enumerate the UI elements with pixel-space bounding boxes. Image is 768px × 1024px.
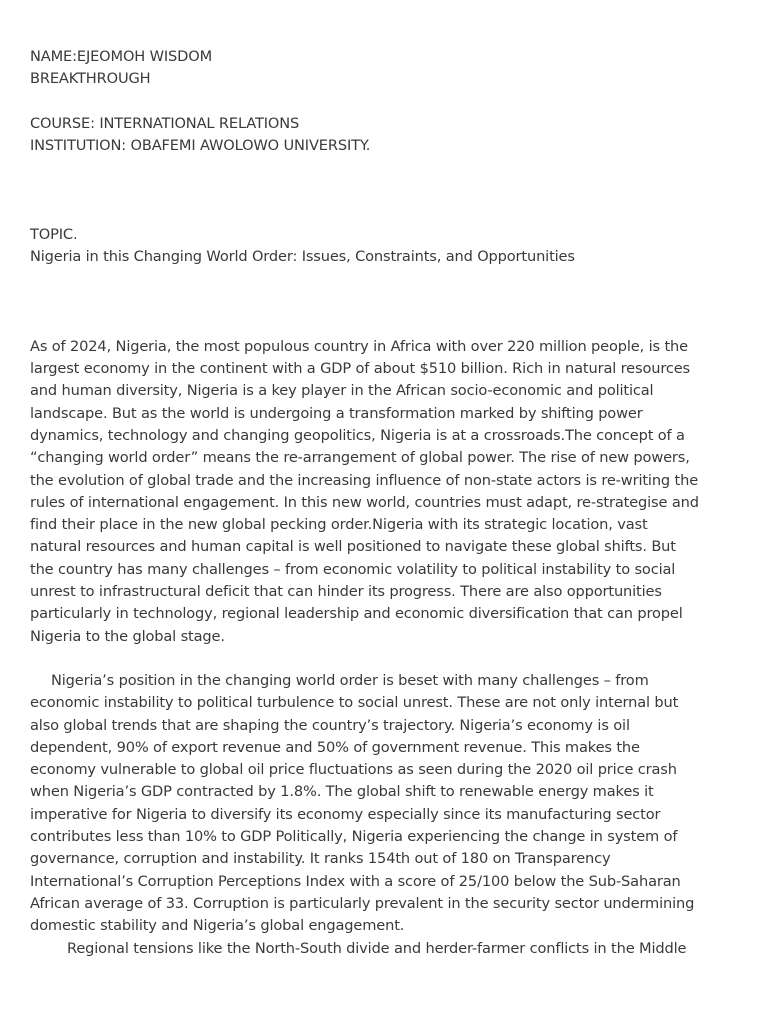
paragraph-line: domestic stability and Nigeria’s global engagement. bbox=[30, 917, 405, 935]
paragraph-line: landscape. But as the world is undergoing a transformation marked by shifting power bbox=[30, 404, 643, 422]
paragraph-line: Regional tensions like the North-South divide and herder-farmer conflicts in the Middle bbox=[67, 939, 687, 957]
author-name-line1: NAME:EJEOMOH WISDOM bbox=[30, 48, 213, 65]
paragraph-line: largest economy in the continent with a GDP of about $510 billion. Rich in natural resources bbox=[30, 360, 691, 378]
paragraph-line: the country has many challenges – from economic volatility to political instability to social bbox=[30, 560, 676, 578]
paragraph-line: Nigeria to the global stage. bbox=[30, 627, 225, 645]
paragraph-line: natural resources and human capital is well positioned to navigate these global shifts. But bbox=[30, 538, 676, 556]
paragraph-line: “changing world order” means the re-arrangement of global power. The rise of new powers, bbox=[30, 449, 690, 467]
paragraph-line: contributes less than 10% to GDP Politically, Nigeria experiencing the change in system of bbox=[30, 828, 678, 846]
spacer bbox=[30, 269, 742, 336]
topic-block bbox=[30, 224, 742, 269]
paragraph-intro bbox=[30, 336, 742, 648]
paragraph-challenges bbox=[30, 670, 742, 938]
document-page bbox=[30, 46, 742, 960]
paragraph-line: unrest to infrastructural deficit that can hinder its progress. There are also opportunities bbox=[30, 583, 662, 601]
paragraph-line: International’s Corruption Perceptions Index with a score of 25/100 below the Sub-Saharan bbox=[30, 872, 681, 890]
spacer bbox=[30, 157, 742, 224]
paragraph-line: governance, corruption and instability. It ranks 154th out of 180 on Transparency bbox=[30, 850, 611, 868]
paragraph-line: when Nigeria’s GDP contracted by 1.8%. The global shift to renewable energy makes it bbox=[30, 783, 654, 801]
paragraph-regional bbox=[30, 938, 742, 960]
paragraph-line: imperative for Nigeria to diversify its economy especially since its manufacturing sector bbox=[30, 805, 661, 823]
paragraph-line: also global trends that are shaping the country’s trajectory. Nigeria’s economy is oil bbox=[30, 716, 630, 734]
paragraph-line: particularly in technology, regional leadership and economic diversification that can propel bbox=[30, 605, 683, 623]
topic-title: Nigeria in this Changing World Order: Issues, Constraints, and Opportunities bbox=[30, 248, 575, 266]
course-block bbox=[30, 113, 742, 158]
paragraph-line: dynamics, technology and changing geopolitics, Nigeria is at a crossroads.The concept of a bbox=[30, 426, 685, 444]
paragraph-line: African average of 33. Corruption is particularly prevalent in the security sector undermining bbox=[30, 894, 695, 912]
spacer bbox=[30, 648, 742, 670]
author-name-line2: BREAKTHROUGH bbox=[30, 70, 151, 88]
paragraph-line: dependent, 90% of export revenue and 50% of government revenue. This makes the bbox=[30, 738, 640, 756]
paragraph-line: economy vulnerable to global oil price fluctuations as seen during the 2020 oil price crash bbox=[30, 761, 677, 779]
paragraph-line: Nigeria’s position in the changing world order is beset with many challenges – from bbox=[51, 671, 649, 689]
spacer bbox=[30, 91, 742, 113]
paragraph-line: the evolution of global trade and the increasing influence of non-state actors is re-writing the bbox=[30, 471, 699, 489]
paragraph-line: find their place in the new global pecking order.Nigeria with its strategic location, vast bbox=[30, 516, 648, 534]
paragraph-line: As of 2024, Nigeria, the most populous country in Africa with over 220 million people, is the bbox=[30, 337, 688, 355]
course-line: COURSE: INTERNATIONAL RELATIONS bbox=[30, 114, 300, 132]
topic-label: TOPIC. bbox=[30, 226, 78, 244]
paragraph-line: rules of international engagement. In this new world, countries must adapt, re-strategise and bbox=[30, 493, 699, 511]
paragraph-line: and human diversity, Nigeria is a key player in the African socio-economic and political bbox=[30, 382, 654, 400]
paragraph-line: economic instability to political turbulence to social unrest. These are not only internal but bbox=[30, 694, 679, 712]
institution-line: INSTITUTION: OBAFEMI AWOLOWO UNIVERSITY. bbox=[30, 136, 371, 154]
author-block bbox=[30, 46, 742, 91]
